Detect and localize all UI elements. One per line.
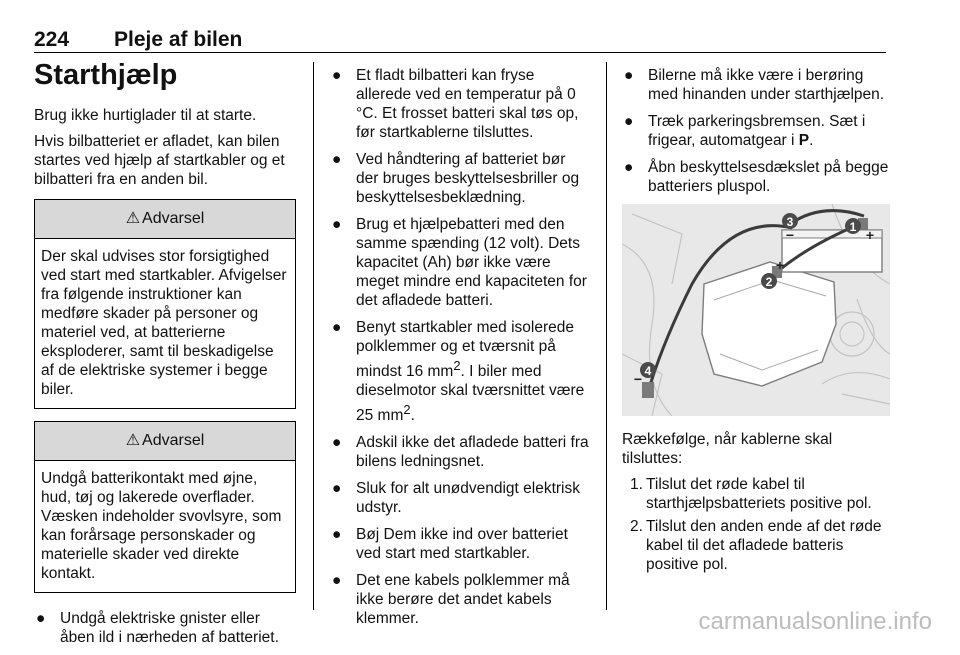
list-item [622,517,890,574]
paragraph: Brug ikke hurtiglader til at starte. [34,107,257,124]
bullet-icon: ● [332,434,342,452]
bullet-icon: ● [624,67,634,84]
step-number: 2. [630,518,643,535]
list-item [34,609,296,647]
bullet-icon: ● [624,159,634,176]
engine-bay-drawing [622,204,890,416]
step-text: Tilslut det røde kabel til starthjælpsbatteriets positive pol. [646,476,872,512]
list-item: ● Benyt startkabler med isolerede polklemmer og et tværsnit på mindst 16 $mm^2$. I biler med dieselmotor skal tværsnittet være 25 $mm^2$. [332,319,585,425]
page-header [34,28,886,50]
list-item-text: Brug et hjælpebatteri med den samme spænding (12 volt). Dets kapacitet (Ah) bør ikke være meget mindre end kapaciteten for det afladede batteri. [356,216,587,309]
list-item-text: Sluk for alt unødvendigt elektrisk udstyr. [356,480,580,517]
running-title: Pleje af bilen [114,28,243,51]
step-number: 1. [630,476,643,493]
bullet-icon: ● [332,319,342,336]
list-item [622,66,890,104]
plus-sign: + [865,227,875,243]
header-divider [34,52,886,53]
list-item [330,525,592,563]
bullet-list [622,66,890,196]
bullet-icon: ● [332,526,342,544]
column-2 [330,66,592,636]
figure-label-2: 2 [765,275,773,289]
bullet-icon: ● [332,216,342,233]
warning-title [35,200,295,239]
column-1 [34,58,296,655]
watermark: carmanualsonline.info [698,608,932,635]
warning-title-label: Advarsel [142,432,205,449]
paragraph: Hvis bilbatteriet er afladet, kan bilen startes ved hjælp af startkabler og et bilbatteri fra en anden bil. [34,133,285,188]
jump-start-illustration [622,204,890,416]
list-item [330,571,592,628]
section-title: Starthjælp [34,59,178,91]
warning-box [34,421,296,593]
figure-label-1: 1 [849,220,857,234]
warning-triangle-icon: ⚠ [125,432,141,449]
bullet-list [330,66,592,628]
step-text: Tilslut den anden ende af det røde kabel til det afladede batteris positive pol. [646,518,882,573]
list-item [622,475,890,513]
steps-intro: Rækkefølge, når kablerne skal tilsluttes: [622,431,833,467]
warning-triangle-icon: ⚠ [125,210,141,227]
list-item-text: Et fladt bilbatteri kan fryse allerede ved en temperatur på 0 °C. Et frosset batteri skal tøs op, før startkablerne tilsluttes. [356,67,579,141]
figure-label-3: 3 [786,215,794,229]
list-item [330,150,592,207]
list-item-text: Bilerne må ikke være i berøring med hinanden under starthjælpen. [648,67,885,103]
column-3 [622,66,890,578]
list-item [622,158,890,196]
warning-box [34,199,296,409]
bullet-icon: ● [624,113,634,130]
list-item-text: Det ene kabels polklemmer må ikke berøre det andet kabels klemmer. [356,572,570,628]
warning-text: Undgå batterikontakt med øjne, hud, tøj og lakerede overflader. Væsken indeholder svovlsyre, som kan forårsage personskader og materielle skader ved direkte kontakt. [41,470,282,582]
bullet-icon: ● [36,610,46,627]
list-item [330,479,592,517]
list-item-text: Undgå elektriske gnister eller åben ild i nærheden af batteriet. [60,610,279,646]
plus-sign: + [775,257,785,273]
bullet-icon: ● [332,67,342,84]
bullet-icon: ● [332,572,342,590]
list-item [330,433,592,471]
bullet-icon: ● [332,480,342,498]
list-item [330,215,592,310]
list-item: ● Træk parkeringsbremsen. Sæt i frigear, automatgear i P. [624,113,866,149]
list-item-text: Ved håndtering af batteriet bør der bruges beskyttelsesbriller og beskyttelsesbeklædning. [356,151,580,206]
warning-title [35,422,295,461]
list-item [330,66,592,142]
minus-sign: − [633,371,643,387]
list-item-text: Åbn beskyttelsesdækslet på begge batteriers pluspol. [648,159,889,195]
list-item-text: Bøj Dem ikke ind over batteriet ved start med startkabler. [356,526,568,563]
warning-title-label: Advarsel [142,210,205,227]
bullet-icon: ● [332,151,342,168]
column-divider [313,62,314,610]
list-item-text: Adskil ikke det afladede batteri fra bilens ledningsnet. [356,434,589,471]
figure-label-4: 4 [644,364,652,378]
numbered-steps [622,475,890,574]
page-number: 224 [34,28,70,51]
column-divider [606,62,607,610]
bullet-list [34,609,296,647]
warning-text: Der skal udvises stor forsigtighed ved start med startkabler. Afvigelser fra følgende instruktioner kan medføre skader på personer og materiel ved, at batterierne eksploderer, samt til beskadigelse af de elektriske systemer i begge biler. [41,248,287,398]
minus-sign: − [785,227,795,243]
